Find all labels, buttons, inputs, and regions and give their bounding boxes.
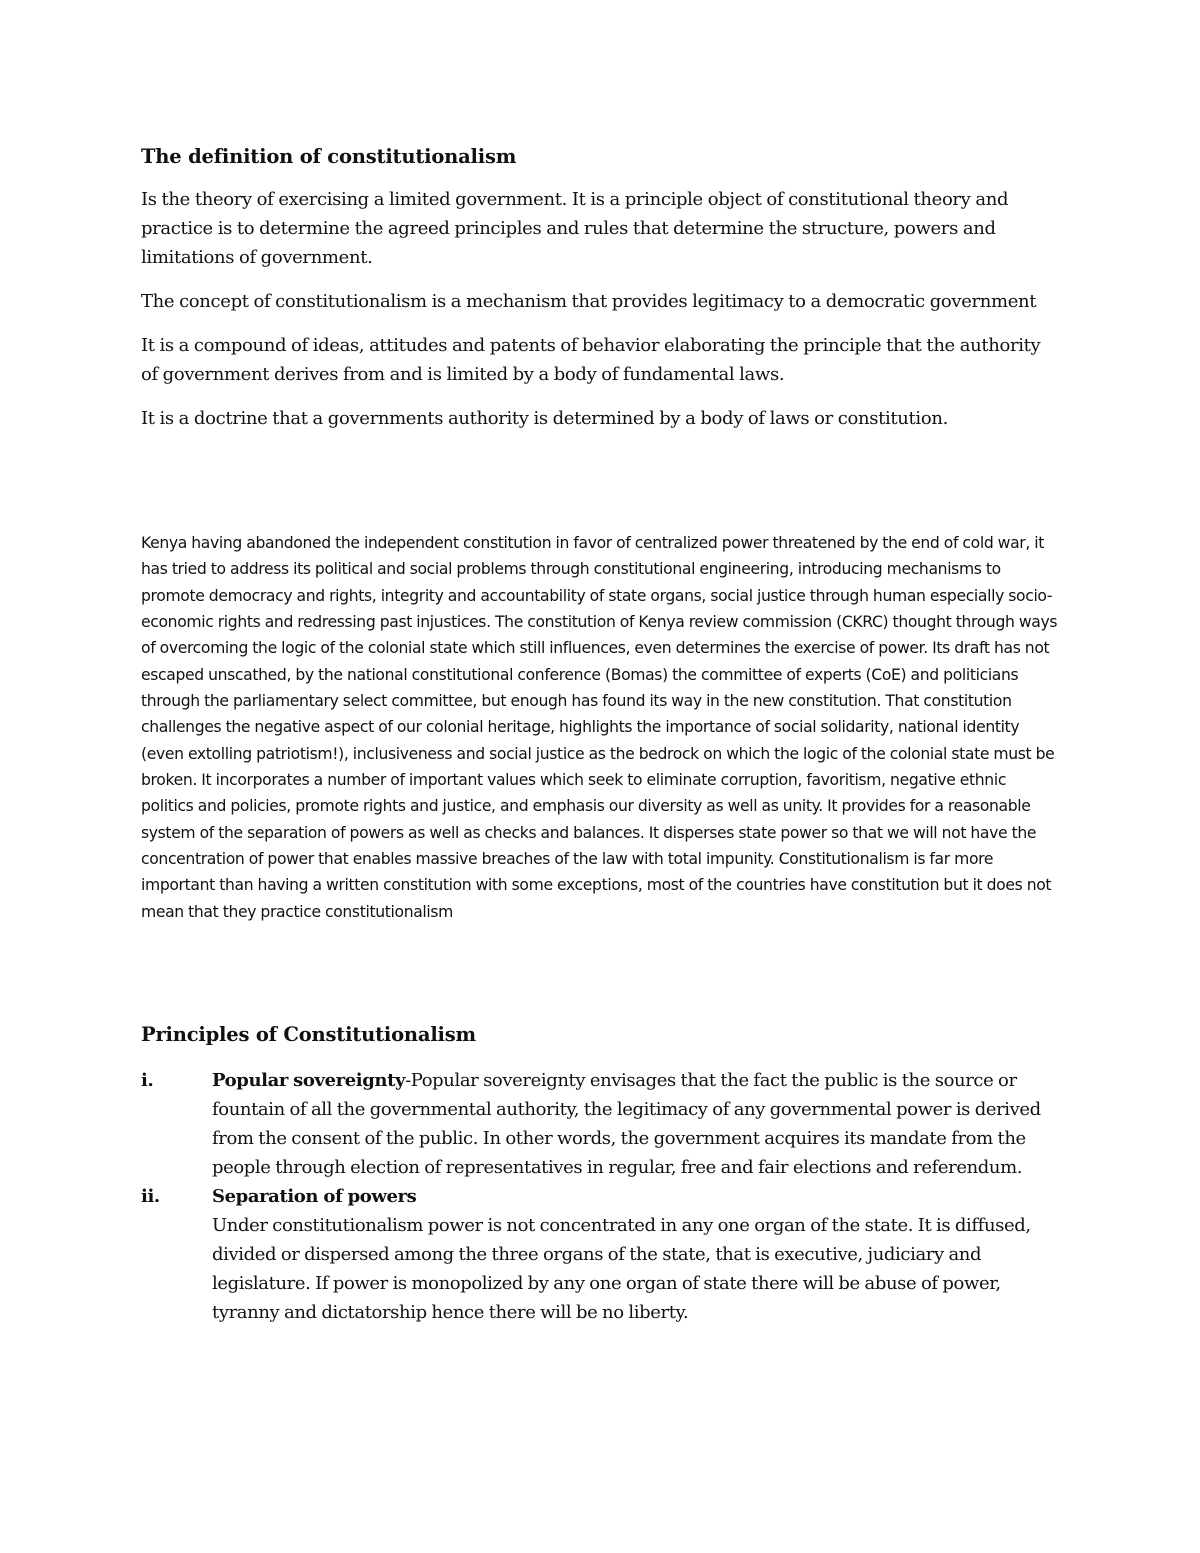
principles-list <box>141 1066 1061 1327</box>
principle-item-popular-sovereignty <box>141 1066 1061 1182</box>
definition-paragraph-1: Is the theory of exercising a limited government. It is a principle object of constitutional theory and practice is to determine the agreed principles and rules that determine the structure, powers and limitations of government. <box>141 189 1009 268</box>
definition-paragraph-3: It is a compound of ideas, attitudes and patents of behavior elaborating the principle that the authority of government derives from and is limited by a body of fundamental laws. <box>141 335 1041 385</box>
principles-heading: Principles of Constitutionalism <box>141 1023 476 1046</box>
principle-item-separation-of-powers <box>141 1182 1061 1327</box>
principle-term: Separation of powers <box>212 1186 417 1207</box>
principle-text: Under constitutionalism power is not concentrated in any one organ of the state. It is diffused, divided or dispersed among the three organs of the state, that is executive, judiciary and legislature. If power is monopolized by any one organ of state there will be abuse of power, tyranny and dictatorship hence there will be no liberty. <box>212 1215 1031 1323</box>
principle-term: Popular sovereignty <box>212 1070 406 1091</box>
list-number: i. <box>141 1070 154 1091</box>
list-number: ii. <box>141 1186 160 1207</box>
definition-section <box>141 144 1061 433</box>
definition-paragraph-4: It is a doctrine that a governments authority is determined by a body of laws or constitution. <box>141 408 948 429</box>
kenya-paragraph: Kenya having abandoned the independent constitution in favor of centralized power threatened by the end of cold war, it has tried to address its political and social problems through constitutional engineering, introducing mechanisms to promote democracy and rights, integrity and accountability of state organs, social justice through human especially socio-economic rights and redressing past injustices. The constitution of Kenya review commission (CKRC) thought through ways of overcoming the logic of the colonial state which still influences, even determines the exercise of power. Its draft has not escaped unscathed, by the national constitutional conference (Bomas) the committee of experts (CoE) and politicians through the parliamentary select committee, but enough has found its way in the new constitution. That constitution challenges the negative aspect of our colonial heritage, highlights the importance of social solidarity, national identity (even extolling patriotism!), inclusiveness and social justice as the bedrock on which the logic of the colonial state must be broken. It incorporates a number of important values which seek to eliminate corruption, favoritism, negative ethnic politics and policies, promote rights and justice, and emphasis our diversity as well as unity. It provides for a reasonable system of the separation of powers as well as checks and balances. It disperses state power so that we will not have the concentration of power that enables massive breaches of the law with total impunity. Constitutionalism is far more important than having a written constitution with some exceptions, most of the countries have constitution but it does not mean that they practice constitutionalism <box>141 534 1058 921</box>
definition-heading: The definition of constitutionalism <box>141 145 517 168</box>
principle-text: -Popular sovereignty envisages that the fact the public is the source or fountain of all the governmental authority, the legitimacy of any governmental power is derived from the consent of the public. In other words, the government acquires its mandate from the people through election of representatives in regular, free and fair elections and referendum. <box>212 1070 1041 1178</box>
definition-paragraph-2: The concept of constitutionalism is a mechanism that provides legitimacy to a democratic government <box>141 291 1037 312</box>
principles-section <box>141 1022 1061 1327</box>
